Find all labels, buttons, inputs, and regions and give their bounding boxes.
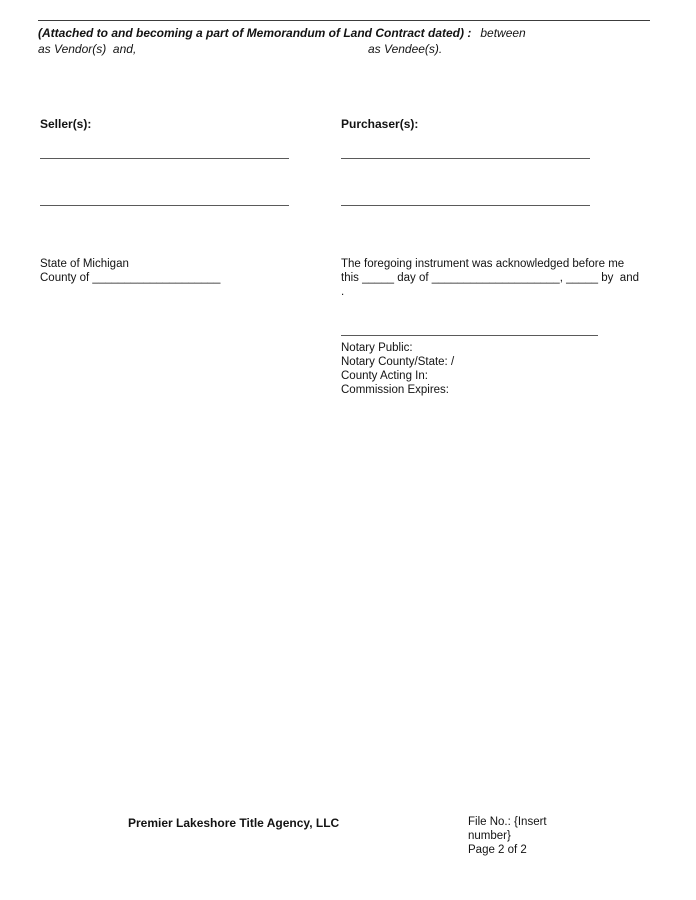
file-number-line-1: File No.: {Insert — [468, 816, 547, 828]
attachment-clause-bold-text: (Attached to and becoming a part of Memorandum of Land Contract dated) : — [38, 26, 472, 40]
purchaser-signature-line-1 — [341, 158, 590, 159]
acknowledgment-block — [341, 257, 671, 299]
seller-signature-line-2 — [40, 205, 289, 206]
acknowledgment-line-3: . — [341, 286, 345, 298]
acknowledgment-line-1: The foregoing instrument was acknowledged before me — [341, 258, 625, 270]
notary-public-label: Notary Public: — [341, 342, 413, 354]
attachment-clause-line — [38, 26, 678, 41]
vendee-clause-text: as Vendee(s). — [368, 42, 443, 56]
purchaser-signature-line-2 — [341, 205, 590, 206]
state-line: State of Michigan — [40, 258, 129, 270]
vendor-clause-text: as Vendor(s) and, — [38, 42, 137, 56]
notary-commission-expires-label: Commission Expires: — [341, 384, 449, 396]
notary-county-state-label: Notary County/State: / — [341, 356, 455, 368]
county-fill-in-line: County of ____________________ — [40, 272, 221, 284]
seller-heading: Seller(s): — [40, 117, 92, 131]
notary-county-acting-label: County Acting In: — [341, 370, 428, 382]
page-number: Page 2 of 2 — [468, 844, 527, 856]
footer-file-info — [468, 815, 578, 857]
header-rule — [38, 20, 650, 21]
file-number-line-2: number} — [468, 830, 511, 842]
purchaser-heading: Purchaser(s): — [341, 117, 419, 131]
notary-signature-line — [341, 335, 598, 336]
notary-block — [341, 341, 641, 397]
attachment-clause-between-text: between — [480, 26, 526, 40]
venue-block — [40, 257, 320, 285]
seller-signature-line-1 — [40, 158, 289, 159]
acknowledgment-line-2: this _____ day of ____________________, _____ by and — [341, 272, 639, 284]
company-name: Premier Lakeshore Title Agency, LLC — [128, 816, 340, 830]
